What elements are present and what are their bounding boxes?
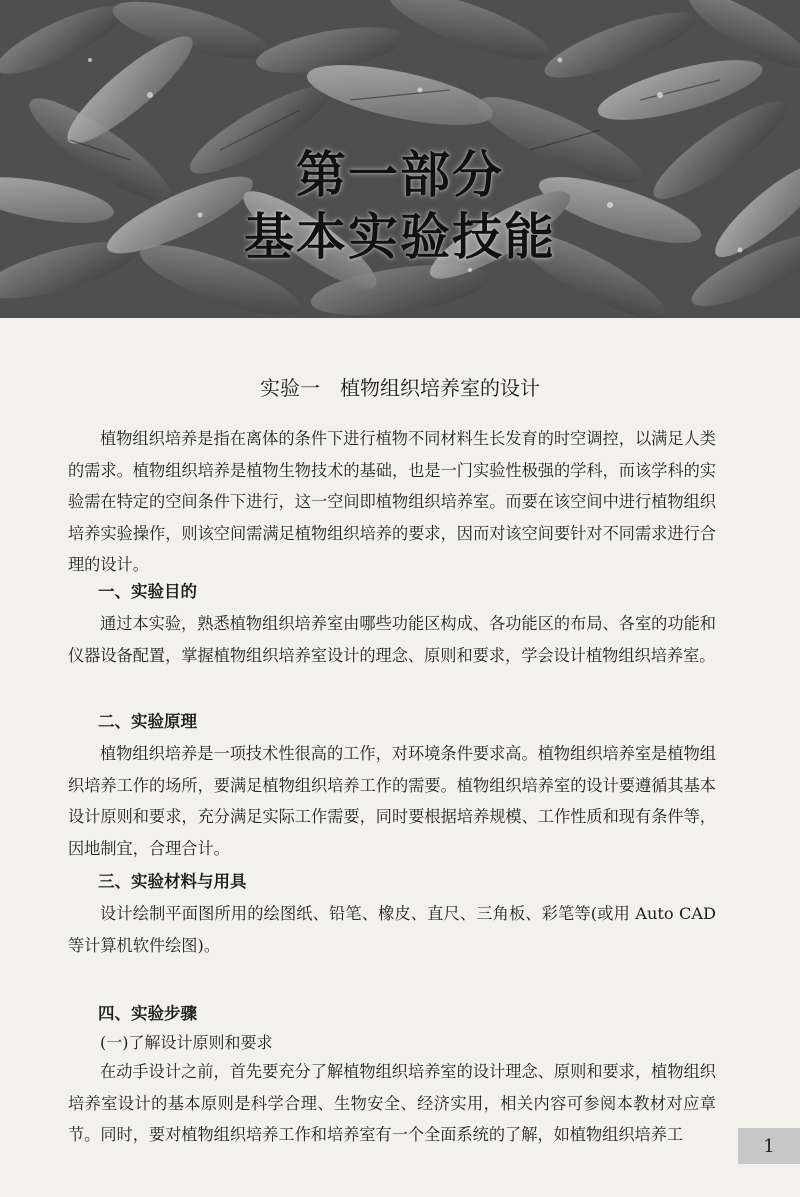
- chapter-banner: [0, 0, 800, 318]
- part-title: 第一部分: [296, 146, 504, 204]
- part-subtitle: 基本实验技能: [244, 208, 556, 266]
- section-heading-steps: 四、实验步骤: [98, 1004, 197, 1023]
- subsection-heading: (一)了解设计原则和要求: [100, 1033, 273, 1052]
- section-heading-materials: 三、实验材料与用具: [98, 872, 247, 891]
- section-heading-principle: 二、实验原理: [98, 712, 197, 731]
- section-body-steps: 在动手设计之前，首先要充分了解植物组织培养室的设计理念、原则和要求，植物组织培养室设计的基本原则是科学合理、生物安全、经济实用，相关内容可参阅本教材对应章节。同时，要对植物组织培养工作和培养室有一个全面系统的了解，如植物组织培养工: [68, 1062, 716, 1144]
- section-heading-purpose: 一、实验目的: [98, 582, 197, 601]
- section-body-materials: 设计绘制平面图所用的绘图纸、铅笔、橡皮、直尺、三角板、彩笔等(或用 Auto CAD 等计算机软件绘图)。: [68, 904, 716, 955]
- page-number: 1: [738, 1128, 800, 1164]
- experiment-title: 实验一 植物组织培养室的设计: [260, 376, 540, 400]
- intro-paragraph: 植物组织培养是指在离体的条件下进行植物不同材料生长发育的时空调控，以满足人类的需求。植物组织培养是植物生物技术的基础，也是一门实验性极强的学科，而该学科的实验需在特定的空间条件下进行，这一空间即植物组织培养室。而要在该空间中进行植物组织培养实验操作，则该空间需满足植物组织培养的要求，因而对该空间要针对不同需求进行合理的设计。: [68, 429, 716, 574]
- section-body-purpose: 通过本实验，熟悉植物组织培养室由哪些功能区构成、各功能区的布局、各室的功能和仪器设备配置，掌握植物组织培养室设计的理念、原则和要求，学会设计植物组织培养室。: [68, 614, 716, 665]
- section-body-principle: 植物组织培养是一项技术性很高的工作，对环境条件要求高。植物组织培养室是植物组织培养工作的场所，要满足植物组织培养工作的需要。植物组织培养室的设计要遵循其基本设计原则和要求，充分满足实际工作需要，同时要根据培养规模、工作性质和现有条件等，因地制宜，合理合计。: [68, 744, 716, 858]
